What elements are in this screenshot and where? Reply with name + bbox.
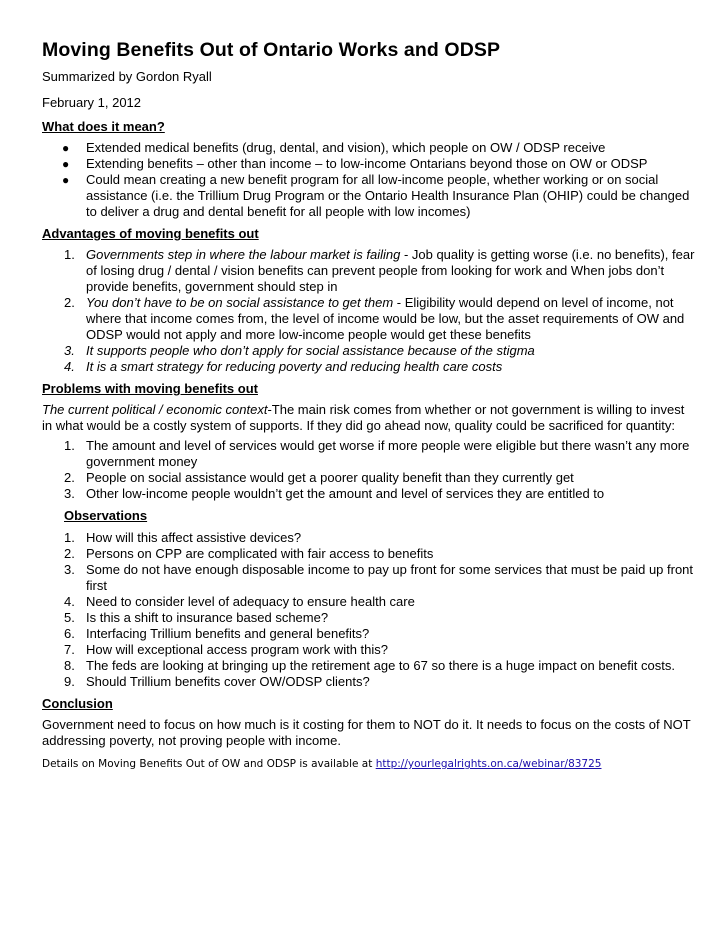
list-item: 2. Persons on CPP are complicated with fair access to benefits (64, 546, 434, 561)
list-item: 1. The amount and level of services would get worse if more people were eligible but there wasn’t any more government money (64, 438, 690, 469)
date-line: February 1, 2012 (42, 95, 142, 110)
observations-list (42, 530, 698, 690)
conclusion-text: Government need to focus on how much is it costing for them to NOT do it. It needs to focus on the costs of NOT addressing poverty, not proving people with income. (42, 717, 691, 748)
list-item: 1. How will this affect assistive devices? (64, 530, 302, 545)
list-item: ● Extending benefits – other than income – to low-income Ontarians beyond those on OW or ODSP (62, 156, 648, 171)
section-heading-advantages: Advantages of moving benefits out (42, 226, 259, 241)
what-bullet-list (42, 140, 698, 220)
list-item: 9. Should Trillium benefits cover OW/ODSP clients? (64, 674, 370, 689)
section-heading-conclusion: Conclusion (42, 696, 113, 711)
section-heading-what: What does it mean? (42, 119, 165, 134)
list-item: 8. The feds are looking at bringing up the retirement age to 67 so there is a huge impact on benefit costs. (64, 658, 675, 673)
list-item: 1. Governments step in where the labour market is failing - Job quality is getting worse (i.e. no benefits), fear of losing drug / dental / vision benefits can prevent people from looking for work and When jobs don’t provide benefits, government should step in (64, 247, 695, 294)
section-heading-problems: Problems with moving benefits out (42, 381, 258, 396)
list-item: 4. Need to consider level of adequacy to ensure health care (64, 594, 415, 609)
advantages-list (42, 247, 698, 375)
section-heading-observations: Observations (64, 508, 148, 523)
list-item: 4. It is a smart strategy for reducing poverty and reducing health care costs (64, 359, 503, 374)
author-line: Summarized by Gordon Ryall (42, 69, 212, 84)
list-item: ● Extended medical benefits (drug, dental, and vision), which people on OW / ODSP receive (62, 140, 606, 155)
problems-list (42, 438, 698, 502)
bullet-icon: ● (62, 157, 70, 171)
list-item: 5. Is this a shift to insurance based scheme? (64, 610, 329, 625)
bullet-icon: ● (62, 141, 70, 155)
list-item: 2. People on social assistance would get a poorer quality benefit than they currently get (64, 470, 574, 485)
list-item: 3. It supports people who don’t apply for social assistance because of the stigma (64, 343, 535, 358)
bullet-icon: ● (62, 173, 70, 187)
problems-context: The current political / economic context-The main risk comes from whether or not government is willing to invest in what would be a costly system of supports. If they did go ahead now, quality could be sacrificed for quantity: (42, 402, 685, 433)
list-item: 2. You don’t have to be on social assistance to get them - Eligibility would depend on level of income, not where that income comes from, the level of income would be low, but the asset requirements of OW and ODSP would not apply and more low-income people would get these benefits (64, 295, 685, 342)
list-item: 3. Other low-income people wouldn’t get the amount and level of services they are entitled to (64, 486, 605, 501)
webinar-link[interactable]: http://yourlegalrights.on.ca/webinar/83725 (375, 758, 602, 770)
footer-note: Details on Moving Benefits Out of OW and ODSP is available at http://yourlegalrights.on.ca/webinar/83725 (42, 758, 602, 770)
page-title: Moving Benefits Out of Ontario Works and ODSP (42, 39, 501, 61)
list-item: 6. Interfacing Trillium benefits and general benefits? (64, 626, 370, 641)
list-item: ● Could mean creating a new benefit program for all low-income people, whether working or on social assistance (i.e. the Trillium Drug Program or the Ontario Health Insurance Plan (OHIP) could be changed to deliver a drug and dental benefit for all people with low incomes) (62, 172, 690, 219)
list-item: 7. How will exceptional access program work with this? (64, 642, 389, 657)
list-item: 3. Some do not have enough disposable income to pay up front for some services that must be paid up front first (64, 562, 694, 593)
